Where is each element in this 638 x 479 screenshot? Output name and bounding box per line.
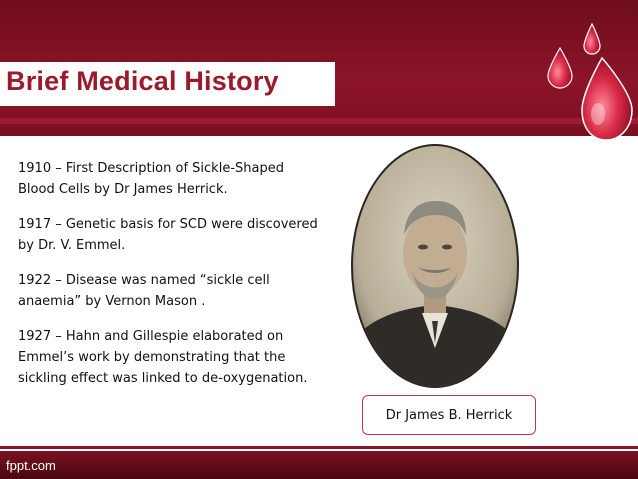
history-entry-1917: 1917 – Genetic basis for SCD were discovered by Dr. V. Emmel. <box>18 217 318 253</box>
footer-bar <box>0 451 638 479</box>
footer-source[interactable]: fppt.com <box>6 458 56 473</box>
slide-title: Brief Medical History <box>6 66 279 96</box>
history-entry-1927: 1927 – Hahn and Gillespie elaborated on Emmel’s work by demonstrating that the sickling effect was linked to de-oxygenation. <box>18 329 308 386</box>
history-entry-1910: 1910 – First Description of Sickle-Shaped Blood Cells by Dr James Herrick. <box>18 161 284 197</box>
blood-drop-icon <box>540 18 638 158</box>
footer-divider <box>0 446 638 449</box>
herrick-portrait <box>350 143 520 389</box>
history-entry-1922: 1922 – Disease was named “sickle cell anaemia” by Vernon Mason . <box>18 273 270 309</box>
history-list <box>18 158 338 403</box>
portrait-caption: Dr James B. Herrick <box>362 395 536 435</box>
